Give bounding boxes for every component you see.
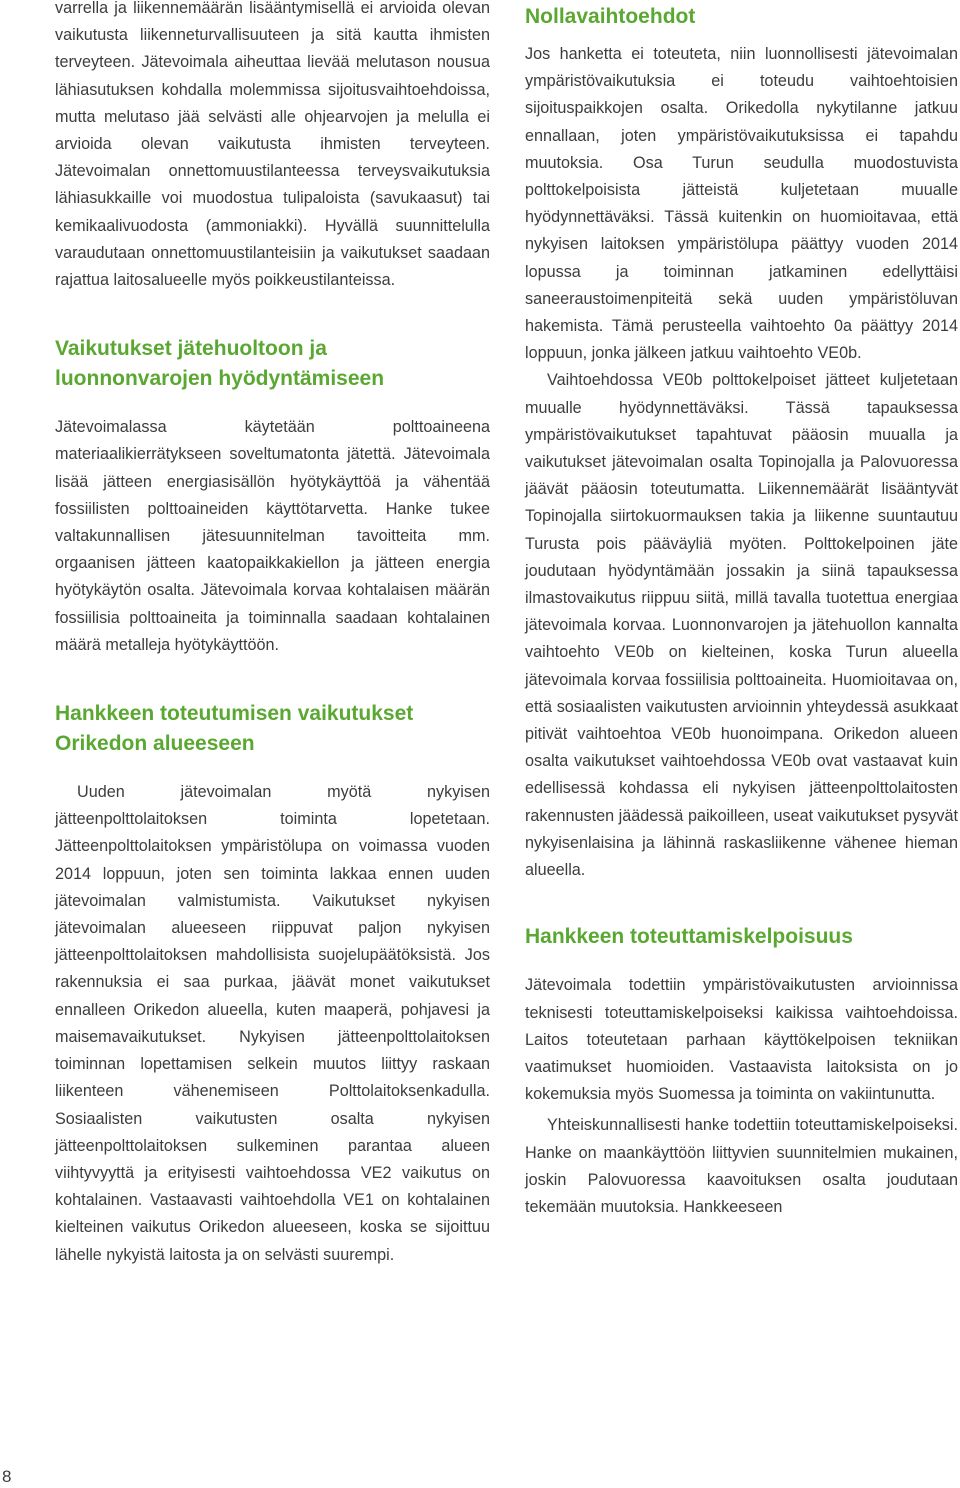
- paragraph-orikedo-effects: Uuden jätevoimalan myötä nykyisen jätteenpolttolaitoksen toiminta lopetetaan. Jätteenpolttolaitoksen ympäristölupa on voimassa vuoden 2014 loppuun, joten sen toiminta lakkaa ennen uuden jätevoimalan valmistumista. Vaikutukset nykyisen jätevoimalan alueeseen riippuvat paljon nykyisen jätteenpolttolaitoksen mahdollisista suojelupäätöksistä. Jos rakennuksia ei saa purkaa, jäävät monet vaikutukset ennalleen Orikedon alueella, kuten maaperä, pohjavesi ja maisemavaikutukset. Nykyisen jätteenpolttolaitoksen toiminnan lopettamisen selkein muutos liittyy raskaan liikenteen vähenemiseen Polttolaitoksenkadulla. Sosiaalisten vaikutusten osalta nykyisen jätteenpolttolaitoksen sulkeminen parantaa alueen viihtyvyyttä ja erityisesti vaihtoehdossa VE2 vaikutus on kohtalainen. Vastaavasti vaihtoehdolla VE1 on kohtalainen kielteinen vaikutus Orikedon alueeseen, koska se sijoittuu lähelle nykyistä laitosta ja on selvästi suurempi.: [55, 783, 490, 1264]
- paragraph-zero-alternatives-1: Jos hanketta ei toteuteta, niin luonnollisesti jätevoimalan ympäristövaikutuksia ei toteudu vaihtoehtoisien sijoituspaikkojen osalta. Orikedolla nykytilanne jatkuu ennallaan, joten ympäristövaikutuksissa ei tapahdu muutoksia. Osa Turun seudulla muodostuvista polttokelpoisista jätteistä kuljetetaan muualle hyödynnettäväksi. Tässä kuitenkin on huomioitavaa, että nykyisen laitoksen ympäristölupa päättyy vuoden 2014 lopussa ja toiminnan jatkaminen edellyttäisi saneeraustoimenpiteitä sekä uuden ympäristöluvan hakemista. Tämä perusteella vaihtoehto 0a päättyy 2014 loppuun, jonka jälkeen jatkuu vaihtoehto VE0b.: [525, 45, 958, 363]
- heading-zero-alternatives: Nollavaihtoehdot: [525, 5, 696, 28]
- heading-orikedo-effects: Hankkeen toteutumisen vaikutukset Orikedon alueeseen: [55, 702, 414, 756]
- left-column: [55, 0, 490, 1269]
- paragraph-feasibility-1: Jätevoimala todettiin ympäristövaikutusten arvioinnissa teknisesti toteuttamiskelpoiseksi kaikissa vaihtoehdoissa. Laitos toteutetaan parhaan käyttökelpoisen tekniikan vaatimukset huomioiden. Vastaavista laitoksista on jo kokemuksia myös Suomessa ja toiminta on vakiintunutta.: [525, 976, 958, 1104]
- paragraph-waste-management: Jätevoimalassa käytetään polttoaineena materiaalikierrätykseen soveltumatonta jätettä. Jätevoimala lisää jätteen energiasisällön hyötykäyttöä ja vähentää fossiilisten polttoaineiden käyttötarvetta. Hanke tukee valtakunnallisen jätesuunnitelman tavoitteita mm. orgaanisen jätteen kaatopaikkakiellon ja jätteen energia hyötykäytön osalta. Jätevoimala korvaa kohtalaisen määrän fossiilisia polttoaineita ja toiminnalla saadaan kohtalainen määrä metalleja hyötykäyttöön.: [55, 418, 490, 654]
- page-number: 8: [2, 1467, 12, 1486]
- paragraph-zero-alternatives-2: Vaihtoehdossa VE0b polttokelpoiset jätteet kuljetetaan muualle hyödynnettäväksi. Tässä tapauksessa ympäristövaikutukset tapahtuvat pääosin muualla ja vaikutukset jätevoimalan osalta Topinojalla ja Palovuoressa jäävät pääosin toteutumatta. Liikennemäärät lisääntyvät Topinojalla siirtokuormauksen takia ja liikenne suuntautuu Turusta pois pääväyliä myöten. Polttokelpoinen jäte joudutaan hyödyntämään jossakin ja siinä tapauksessa ilmastovaikutus riippuu siitä, millä tavalla tuotettua energiaa jätevoimala korvaa. Luonnonvarojen ja jätehuollon kannalta vaihtoehto VE0b on kielteinen, koska Turun alueella jätevoimala korvaa fossiilisia polttoaineita. Huomioitavaa on, että sosiaalisten vaikutusten arvioinnin yhteydessä asukkaat pitivät vaihtoehtoa VE0b huonoimpana. Orikedon alueen osalta vaikutukset vaihtoehdossa VE0b ovat vastaavat kuin edellisessä kohdassa eli nykyisen jätteenpolttolaitosten rakennusten jäädessä paikoilleen, useat vaikutukset pysyvät nykyisenlaisina ja lähinnä raskasliikenne vähenee hieman alueella.: [525, 371, 958, 880]
- heading-feasibility: Hankkeen toteuttamiskelpoisuus: [525, 925, 853, 949]
- heading-waste-management: Vaikutukset jätehuoltoon ja luonnonvarojen hyödyntämiseen: [55, 337, 385, 391]
- paragraph-feasibility-2: Yhteiskunnallisesti hanke todettiin toteuttamiskelpoiseksi. Hanke on maankäyttöön liittyvien suunnitelmien mukainen, joskin Palovuoressa kaavoituksen osalta joudutaan tekemään muutoksia. Hankkeeseen: [525, 1116, 958, 1216]
- intro-paragraph: varrella ja liikennemäärän lisääntymisellä ei arvioida olevan vaikutusta liikenneturvallisuuteen ja sitä kautta ihmisten terveyteen. Jätevoimala aiheuttaa lievää melutason nousua lähiasutuksen kohdalla molemmissa sijoitusvaihtoehdoissa, mutta melutaso jää selvästi alle ohjearvojen ja melulla ei arvioida olevan vaikutusta ihmisten terveyteen. Jätevoimalan onnettomuustilanteessa terveysvaikutuksia lähiasukkaille voi muodostua tulipaloista (savukaasut) tai kemikaalivuodosta (ammoniakki). Hyvällä suunnittelulla varaudutaan onnettomuustilanteisiin ja vaikutukset saadaan rajattua laitosalueelle myös poikkeustilanteissa.: [55, 0, 490, 290]
- right-column: [525, 0, 958, 1221]
